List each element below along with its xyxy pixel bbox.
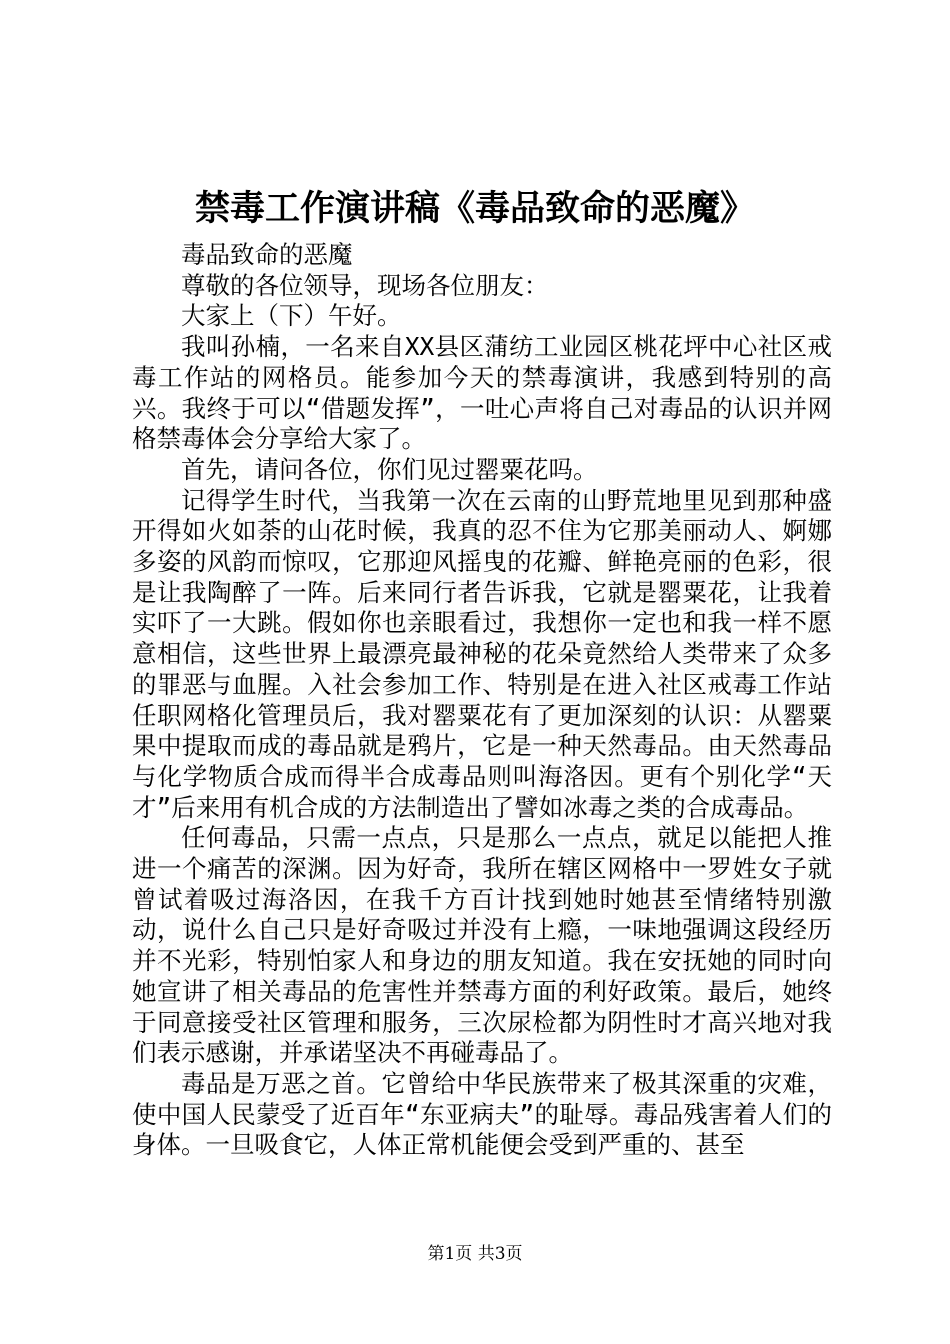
paragraph-case-story: 任何毒品，只需一点点，只是那么一点点，就足以能把人推进一个痛苦的深渊。因为好奇，我所在辖区网格中一罗姓女子就曾试着吸过海洛因，在我千方百计找到她时她甚至情绪特别激动，说什么自己只是好奇吸过并没有上瘾，一味地强调这段经历并不光彩，特别怕家人和身边的朋友知道。我在安抚她的同时向她宣讲了相关毒品的危害性并禁毒方面的利好政策。最后，她终于同意接受社区管理和服务，三次尿检都为阴性时才高兴地对我们表示感谢，并承诺坚决不再碰毒品了。 xyxy=(132,823,832,1068)
paragraph-subtitle: 毒品致命的恶魔 xyxy=(181,240,353,269)
page-number-footer: 第1页 共3页 xyxy=(427,1244,523,1264)
paragraph-poppy-story: 记得学生时代，当我第一次在云南的山野荒地里见到那种盛开得如火如荼的山花时候，我真的忍不住为它那美丽动人、婀娜多姿的风韵而惊叹，它那迎风摇曳的花瓣、鲜艳亮丽的色彩，很是让我陶醉了一阵。后来同行者告诉我，它就是罂粟花，让我着实吓了一大跳。假如你也亲眼看过，我想你一定也和我一样不愿意相信，这些世界上最漂亮最神秘的花朵竟然给人类带来了众多的罪恶与血腥。入社会参加工作、特别是在进入社区戒毒工作站任职网格化管理员后，我对罂粟花有了更加深刻的认识：从罂粟果中提取而成的毒品就是鸦片，它是一种天然毒品。由天然毒品与化学物质合成而得半合成毒品则叫海洛因。更有个别化学“天才”后来用有机合成的方法制造出了譬如冰毒之类的合成毒品。 xyxy=(132,485,832,822)
paragraph-introduction: 我叫孙楠，一名来自XX县区蒲纺工业园区桃花坪中心社区戒毒工作站的网格员。能参加今天的禁毒演讲，我感到特别的高兴。我终于可以“借题发挥”，一吐心声将自己对毒品的认识并网格禁毒体会分享给大家了。 xyxy=(132,332,832,454)
paragraph-question: 首先，请问各位，你们见过罂粟花吗。 xyxy=(181,454,598,484)
paragraph-salutation: 尊敬的各位领导，现场各位朋友： xyxy=(181,270,549,300)
document-title: 禁毒工作演讲稿《毒品致命的恶魔》 xyxy=(194,188,755,229)
paragraph-greeting: 大家上（下）午好。 xyxy=(181,301,402,331)
paragraph-harm: 毒品是万恶之首。它曾给中华民族带来了极其深重的灾难，使中国人民蒙受了近百年“东亚病夫”的耻辱。毒品残害着人们的身体。一旦吸食它，人体正常机能便会受到严重的、甚至 xyxy=(132,1068,832,1160)
document-body xyxy=(132,240,832,1161)
